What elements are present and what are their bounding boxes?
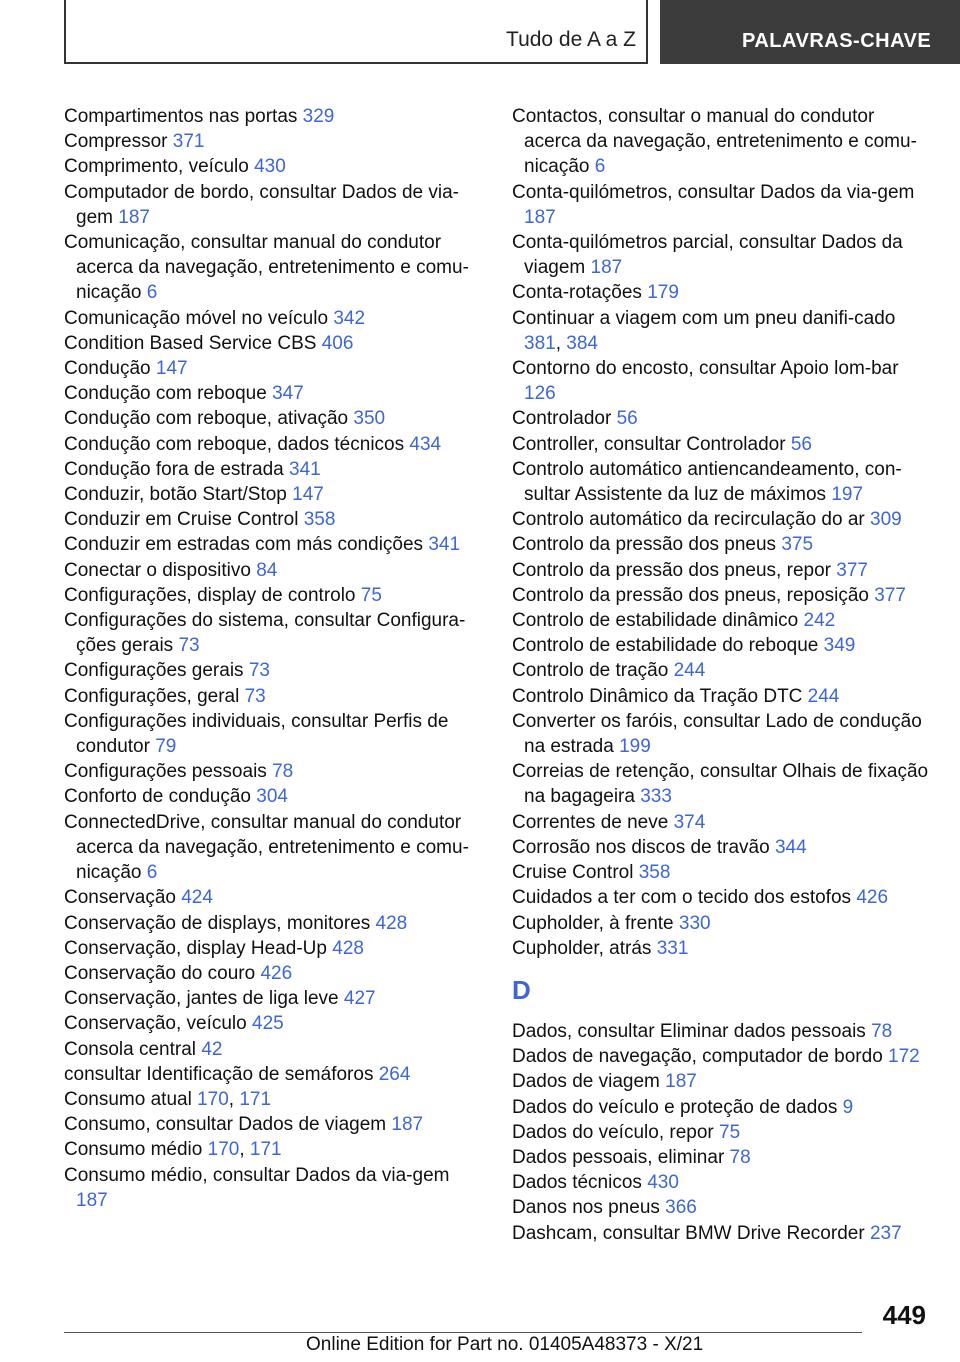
page-reference-link[interactable]: 56 xyxy=(790,433,812,455)
page-reference-link[interactable]: 78 xyxy=(272,761,294,783)
index-entry-term: Configurações, geral xyxy=(64,685,240,707)
index-entry-term: Controlo de estabilidade dinâmico xyxy=(512,610,799,632)
index-entry-term: Comprimento, veículo xyxy=(64,156,249,178)
index-entry xyxy=(64,986,474,1011)
index-entry-term: Condução com reboque, ativação xyxy=(64,408,349,430)
index-entry-term: Configurações pessoais xyxy=(64,761,267,783)
page-reference-link[interactable]: 73 xyxy=(244,685,266,707)
index-entry xyxy=(512,860,932,885)
page-reference-link[interactable]: 330 xyxy=(678,912,711,934)
index-entry xyxy=(64,961,474,986)
index-entry xyxy=(512,406,932,431)
page-reference-link[interactable]: 75 xyxy=(360,584,382,606)
page-reference-link[interactable]: 170 xyxy=(207,1139,240,1161)
index-entry-term: Comunicação, consultar manual do condutor acerca da navegação, entretenimento e comu-nicação xyxy=(64,232,469,304)
page-reference-link[interactable]: 426 xyxy=(856,887,889,909)
page-reference-link[interactable]: 187 xyxy=(118,206,150,228)
index-entry-term: Correias de retenção, consultar Olhais de fixação na bagageira xyxy=(512,761,929,808)
index-entry xyxy=(64,457,474,482)
index-entry-term: Dados de navegação, computador de bordo xyxy=(512,1046,883,1068)
index-entry xyxy=(512,583,932,608)
index-entry-term: Consumo médio, consultar Dados da via-gem xyxy=(64,1164,450,1186)
footer-divider xyxy=(64,1332,862,1333)
index-entry-term: Dados de viagem xyxy=(512,1071,660,1093)
index-entry xyxy=(512,658,932,683)
index-entry-term: Contorno do encosto, consultar Apoio lom-bar xyxy=(512,358,899,380)
page-reference-link[interactable]: 384 xyxy=(566,332,598,354)
index-entry-term: Controlo da pressão dos pneus xyxy=(512,534,777,556)
page-reference-link[interactable]: 126 xyxy=(524,383,556,405)
index-entry-term: Controlo de estabilidade do reboque xyxy=(512,635,819,657)
index-entry-term: Conservação xyxy=(64,887,176,909)
index-entry xyxy=(512,1195,932,1220)
page-reference-link[interactable]: 187 xyxy=(590,257,623,279)
index-entry xyxy=(512,709,932,759)
page-reference-link[interactable]: 6 xyxy=(146,862,158,884)
page-reference-link[interactable]: 187 xyxy=(76,1189,108,1211)
page-reference-link[interactable]: 329 xyxy=(302,106,335,127)
page-reference-link[interactable]: 172 xyxy=(888,1046,920,1068)
index-group-c xyxy=(512,104,932,961)
index-entry-term: Cupholder, à frente xyxy=(512,912,674,934)
index-entry xyxy=(64,911,474,936)
page-reference-link[interactable]: 264 xyxy=(378,1063,411,1085)
index-entry-term: Conduzir, botão Start/Stop xyxy=(64,484,287,506)
index-entry-term: Controlo automático da recirculação do ar xyxy=(512,509,865,531)
index-entry-term: Condução com reboque, dados técnicos xyxy=(64,433,405,455)
index-entry-term: Condução com reboque xyxy=(64,383,267,405)
page-reference-link[interactable]: 428 xyxy=(375,912,408,934)
index-entry-term: Controlo de tração xyxy=(512,660,669,682)
page-reference-link[interactable]: 375 xyxy=(781,534,814,556)
page-reference-link[interactable]: 430 xyxy=(254,156,286,178)
index-entry-term: Controlo da pressão dos pneus, repor xyxy=(512,559,831,581)
page-reference-link[interactable]: 309 xyxy=(870,509,902,531)
index-entry-term: Corrosão nos discos de travão xyxy=(512,836,770,858)
page-reference-link[interactable]: 244 xyxy=(807,685,840,707)
index-entry xyxy=(512,432,932,457)
index-entry xyxy=(64,331,474,356)
index-entry xyxy=(512,356,932,406)
index-entry xyxy=(512,558,932,583)
page-reference-link[interactable]: 170 xyxy=(197,1088,229,1110)
index-entry-term: Conta-quilómetros, consultar Dados da via-gem xyxy=(512,181,915,203)
index-entry xyxy=(512,810,932,835)
index-column-left xyxy=(64,104,474,1213)
page-reference-link[interactable]: 333 xyxy=(640,786,672,808)
index-entry-term: Controlo automático antiencandeamento, con-sultar Assistente da luz de máximos xyxy=(512,458,902,506)
page-reference-link[interactable]: 9 xyxy=(842,1096,854,1118)
page-reference-link[interactable]: 430 xyxy=(647,1172,679,1194)
index-entry-term: Controlo da pressão dos pneus, reposição xyxy=(512,584,870,606)
page-reference-link[interactable]: 426 xyxy=(260,962,293,984)
index-entry-term: Consumo, consultar Dados de viagem xyxy=(64,1114,387,1136)
index-entry-term: Conectar o dispositivo xyxy=(64,559,251,581)
index-entry xyxy=(512,885,932,910)
page-reference-link[interactable]: 237 xyxy=(869,1222,902,1244)
page-reference-link[interactable]: 187 xyxy=(524,206,556,228)
index-entry-term: Converter os faróis, consultar Lado de condução na estrada xyxy=(512,710,922,758)
index-entry-term: Compressor xyxy=(64,131,168,153)
index-entry-term: Conservação de displays, monitores xyxy=(64,912,371,934)
index-entry xyxy=(64,381,474,406)
index-entry-term: Dados do veículo, repor xyxy=(512,1121,714,1143)
index-group-d xyxy=(512,1019,932,1246)
index-entry xyxy=(64,759,474,784)
index-entry-term: Consumo médio xyxy=(64,1139,203,1161)
index-entry xyxy=(64,406,474,431)
page-reference-link[interactable]: 79 xyxy=(155,736,177,758)
index-entry-term: Controller, consultar Controlador xyxy=(512,433,786,455)
page-reference-link[interactable]: 341 xyxy=(428,534,461,556)
index-entry-term: Consumo atual xyxy=(64,1088,192,1110)
page-reference-link[interactable]: 331 xyxy=(656,937,689,959)
index-entry xyxy=(64,709,474,759)
page-reference-link[interactable]: 199 xyxy=(619,736,651,758)
page-reference-link[interactable]: 56 xyxy=(616,408,638,430)
index-entry xyxy=(64,810,474,886)
index-entry-term: Conservação, jantes de liga leve xyxy=(64,988,339,1010)
index-column-right xyxy=(512,104,932,1246)
index-entry: Consumo atual 170, 171 xyxy=(64,1088,272,1110)
index-entry-term: Cuidados a ter com o tecido dos estofos xyxy=(512,887,852,909)
page-reference-link[interactable]: 78 xyxy=(871,1020,893,1042)
index-entry: Continuar a viagem com um pneu danifi-cado 381, 384 xyxy=(512,307,896,354)
page-reference-link[interactable]: 358 xyxy=(638,862,671,884)
index-entry-term: Conservação do couro xyxy=(64,962,256,984)
index-entry xyxy=(512,936,932,961)
page-reference-link[interactable]: 42 xyxy=(201,1038,223,1060)
page-reference-link[interactable]: 341 xyxy=(289,458,321,480)
index-entry xyxy=(64,1037,474,1062)
index-entry xyxy=(64,1011,474,1036)
index-entry xyxy=(512,1019,932,1044)
index-entry xyxy=(512,104,932,180)
index-entry xyxy=(64,936,474,961)
index-entry xyxy=(512,1095,932,1120)
page-reference-link[interactable]: 344 xyxy=(774,836,807,858)
chapter-tab[interactable] xyxy=(660,0,960,64)
index-entry-term: ConnectedDrive, consultar manual do condutor acerca da navegação, entretenimento e comu-nicação xyxy=(64,811,469,884)
index-entry xyxy=(512,684,932,709)
page-reference-link[interactable]: 73 xyxy=(248,660,270,682)
index-entry-term: Conta-rotações xyxy=(512,282,642,304)
index-entry-term: Conservação, veículo xyxy=(64,1013,247,1035)
page-reference-link[interactable]: 244 xyxy=(673,660,706,682)
page-reference-link[interactable]: 342 xyxy=(333,307,366,329)
page-reference-link[interactable]: 304 xyxy=(256,786,288,808)
index-entry xyxy=(64,306,474,331)
index-entry-term: Configurações, display de controlo xyxy=(64,584,356,606)
chapter-title: PALAVRAS-CHAVE xyxy=(742,30,932,52)
page-reference-link[interactable]: 427 xyxy=(343,988,376,1010)
section-title: Tudo de A a Z xyxy=(506,28,636,51)
index-entry-term: Condução xyxy=(64,358,151,380)
page-reference-link[interactable]: 434 xyxy=(409,433,442,455)
page-reference-link[interactable]: 187 xyxy=(391,1114,424,1136)
index-entry-term: Dashcam, consultar BMW Drive Recorder xyxy=(512,1222,865,1244)
index-entry xyxy=(64,356,474,381)
page-reference-link[interactable]: 377 xyxy=(874,584,906,606)
index-entry xyxy=(512,457,932,507)
page-reference-link[interactable]: 171 xyxy=(249,1139,282,1161)
page-reference-link[interactable]: 179 xyxy=(647,282,679,304)
page-reference-link[interactable]: 381 xyxy=(524,332,556,354)
index-entry-term: Condition Based Service CBS xyxy=(64,332,317,354)
index-entry xyxy=(512,180,932,230)
index-entry xyxy=(64,608,474,658)
index-entry xyxy=(512,230,932,280)
index-entry-term: Continuar a viagem com um pneu danifi-cado xyxy=(512,307,896,329)
index-entry-term: Controlador xyxy=(512,408,612,430)
index-entry xyxy=(512,1221,932,1246)
page-reference-link[interactable]: 374 xyxy=(673,811,706,833)
index-entry xyxy=(64,129,474,154)
footer-edition-text: Online Edition for Part no. 01405A48373 - X/21 xyxy=(306,1334,704,1355)
index-entry-term: Dados, consultar Eliminar dados pessoais xyxy=(512,1020,866,1042)
index-entry xyxy=(64,784,474,809)
index-entry xyxy=(512,1120,932,1145)
index-entry-term: Configurações gerais xyxy=(64,660,244,682)
index-entry xyxy=(64,684,474,709)
page-reference-link[interactable]: 358 xyxy=(303,509,336,531)
page-reference-link[interactable]: 78 xyxy=(729,1146,751,1168)
page-reference-link[interactable]: 428 xyxy=(332,937,364,959)
index-entry xyxy=(512,280,932,305)
page-reference-link[interactable]: 171 xyxy=(239,1088,272,1110)
index-entry xyxy=(512,1145,932,1170)
page-reference-link[interactable]: 75 xyxy=(719,1121,741,1143)
index-entry-term: Conservação, display Head-Up xyxy=(64,937,327,959)
page-reference-link[interactable]: 187 xyxy=(665,1071,697,1093)
index-entry-term: Computador de bordo, consultar Dados de via-gem xyxy=(64,181,460,228)
page-reference-link[interactable]: 406 xyxy=(321,332,354,354)
page-reference-link[interactable]: 425 xyxy=(252,1013,284,1035)
page-reference-link[interactable]: 242 xyxy=(803,610,836,632)
page-reference-link[interactable]: 197 xyxy=(831,484,864,506)
page-number: 449 xyxy=(882,1300,926,1330)
page-reference-link[interactable]: 347 xyxy=(272,383,304,405)
index-entry xyxy=(512,532,932,557)
index-entry-term: Danos nos pneus xyxy=(512,1197,660,1219)
page-reference-link[interactable]: 6 xyxy=(594,156,606,178)
page-reference-link[interactable]: 377 xyxy=(836,559,868,581)
page-reference-link[interactable]: 6 xyxy=(146,282,158,304)
index-entry xyxy=(64,432,474,457)
page-reference-link[interactable]: 73 xyxy=(178,635,200,657)
index-entry-term: Conduzir em Cruise Control xyxy=(64,509,299,531)
index-entry-term: Compartimentos nas portas xyxy=(64,106,298,127)
index-entry-term: Conforto de condução xyxy=(64,786,251,808)
header-section-box xyxy=(64,0,648,64)
index-entry-term: Contactos, consultar o manual do condutor acerca da navegação, entretenimento e comu-nicação xyxy=(512,106,917,178)
index-entry-term: Dados do veículo e proteção de dados xyxy=(512,1096,838,1118)
index-entry-term: Comunicação móvel no veículo xyxy=(64,307,329,329)
index-entry-term: Condução fora de estrada xyxy=(64,458,284,480)
index-entry-term: consultar Identificação de semáforos xyxy=(64,1063,374,1085)
index-entry xyxy=(512,1044,932,1069)
index-entry-term: Dados pessoais, eliminar xyxy=(512,1146,725,1168)
index-entry xyxy=(64,507,474,532)
index-entry xyxy=(64,230,474,306)
index-entry xyxy=(512,633,932,658)
index-entry: Consumo médio 170, 171 xyxy=(64,1139,282,1161)
index-entry-term: Correntes de neve xyxy=(512,811,669,833)
index-entry xyxy=(64,104,474,129)
letter-heading-d: D xyxy=(512,974,531,1005)
index-entry xyxy=(512,759,932,809)
index-entry xyxy=(64,180,474,230)
index-entry-term: Dados técnicos xyxy=(512,1172,642,1194)
page-reference-link[interactable]: 366 xyxy=(665,1197,697,1219)
page-reference-link[interactable]: 147 xyxy=(292,484,324,506)
index-entry xyxy=(64,1062,474,1087)
index-entry xyxy=(64,482,474,507)
index-entry-term: Configurações individuais, consultar Perfis de condutor xyxy=(64,710,449,758)
index-entry-term: Cupholder, atrás xyxy=(512,937,652,959)
index-entry-term: Conduzir em estradas com más condições xyxy=(64,534,424,556)
index-entry xyxy=(64,532,474,557)
index-entry xyxy=(64,1163,474,1213)
index-entry xyxy=(64,658,474,683)
page-reference-link[interactable]: 84 xyxy=(256,559,278,581)
page-reference-link[interactable]: 371 xyxy=(172,131,205,153)
index-entry-term: Controlo Dinâmico da Tração DTC xyxy=(512,685,803,707)
index-entry xyxy=(512,835,932,860)
index-entry xyxy=(64,1112,474,1137)
index-entry-term: Consola central xyxy=(64,1038,197,1060)
index-entry xyxy=(512,1069,932,1094)
page-reference-link[interactable]: 147 xyxy=(155,358,188,380)
index-entry xyxy=(512,911,932,936)
index-entry xyxy=(512,608,932,633)
page-reference-link[interactable]: 349 xyxy=(823,635,856,657)
index-entry xyxy=(64,558,474,583)
index-entry xyxy=(64,583,474,608)
index-entry xyxy=(64,154,474,179)
index-entry-term: Conta-quilómetros parcial, consultar Dados da viagem xyxy=(512,232,903,279)
index-entry xyxy=(512,507,932,532)
index-entry xyxy=(512,1170,932,1195)
index-entry xyxy=(64,885,474,910)
index-entry-term: Cruise Control xyxy=(512,862,634,884)
page-reference-link[interactable]: 424 xyxy=(181,887,213,909)
page-reference-link[interactable]: 350 xyxy=(353,408,386,430)
index-entry-term: Configurações do sistema, consultar Configura-ções gerais xyxy=(64,610,466,657)
